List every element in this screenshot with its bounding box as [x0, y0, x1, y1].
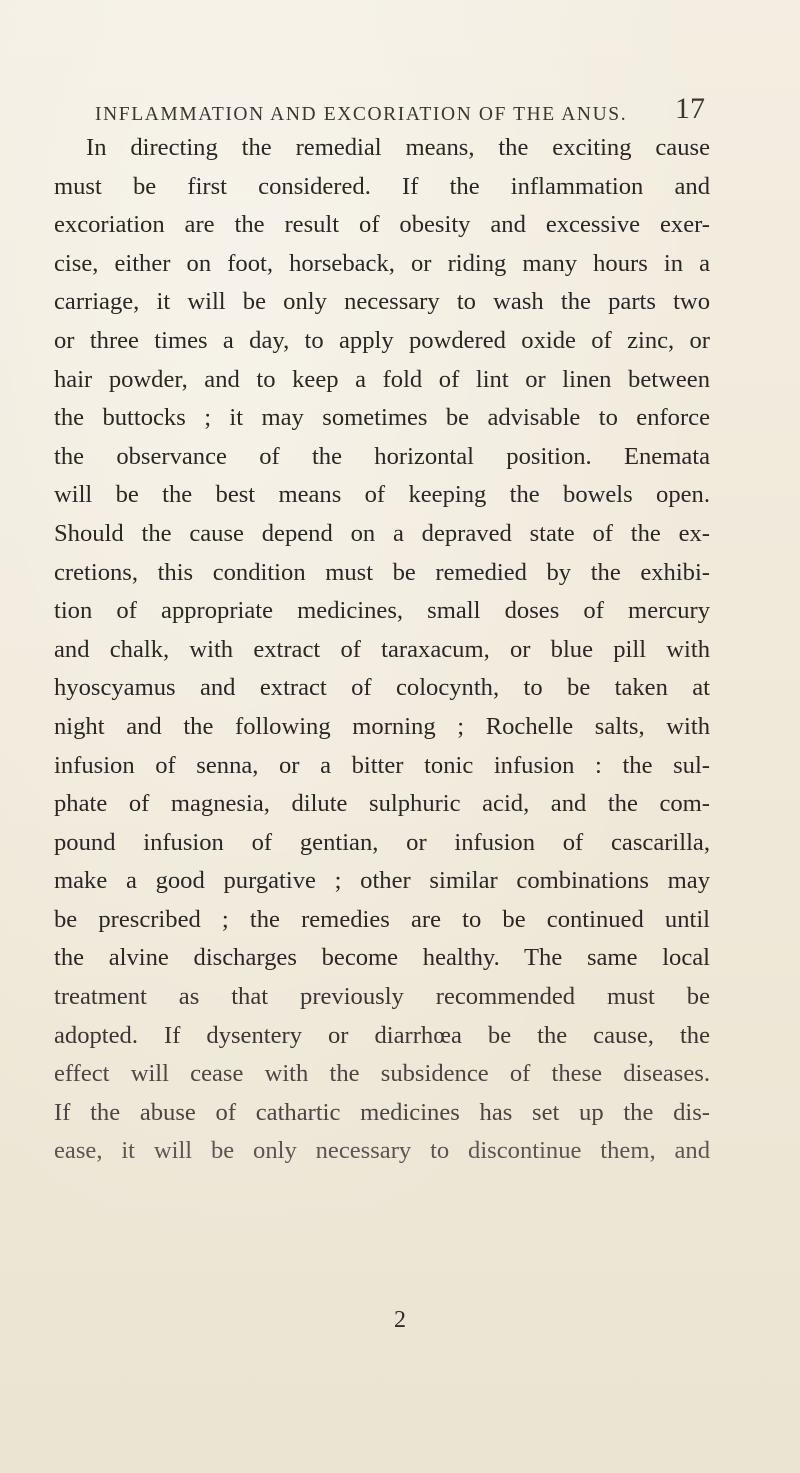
- text-line: be prescribed ; the remedies are to be continued until: [54, 905, 710, 933]
- text-line: Should the cause depend on a depraved state of the ex-: [54, 519, 710, 547]
- text-line: adopted. If dysentery or diarrhœa be the cause, the: [54, 1021, 710, 1049]
- text-line: ease, it will be only necessary to discontinue them, and: [54, 1137, 710, 1165]
- text-line: tion of appropriate medicines, small doses of mercury: [54, 597, 710, 625]
- text-line: cise, either on foot, horseback, or riding many hours in a: [54, 249, 710, 277]
- text-line: effect will cease with the subsidence of these diseases.: [54, 1060, 710, 1088]
- text-line: If the abuse of cathartic medicines has set up the dis-: [54, 1098, 710, 1126]
- text-line: the alvine discharges become healthy. The same local: [54, 944, 710, 972]
- running-head: INFLAMMATION AND EXCORIATION OF THE ANUS.: [95, 104, 628, 125]
- text-line: make a good purgative ; other similar combinations may: [54, 867, 710, 895]
- text-line: hyoscyamus and extract of colocynth, to be taken at: [54, 674, 710, 702]
- body-text: [54, 129, 710, 1171]
- text-line: phate of magnesia, dilute sulphuric acid, and the com-: [54, 790, 710, 818]
- signature-mark: 2: [394, 1307, 406, 1333]
- text-line: carriage, it will be only necessary to wash the parts two: [54, 288, 710, 316]
- page-number: 17: [675, 92, 705, 125]
- text-line: the observance of the horizontal position. Enemata: [54, 442, 710, 470]
- text-line: infusion of senna, or a bitter tonic infusion : the sul-: [54, 751, 710, 779]
- text-line: or three times a day, to apply powdered oxide of zinc, or: [54, 326, 710, 354]
- text-line: treatment as that previously recommended must be: [54, 983, 710, 1011]
- page-header: [95, 92, 705, 132]
- text-line: excoriation are the result of obesity and excessive exer-: [54, 211, 710, 239]
- text-line: pound infusion of gentian, or infusion of cascarilla,: [54, 828, 710, 856]
- text-line: night and the following morning ; Rochelle salts, with: [54, 712, 710, 740]
- text-line: hair powder, and to keep a fold of lint or linen between: [54, 365, 710, 393]
- text-line: cretions, this condition must be remedied by the exhibi-: [54, 558, 710, 586]
- text-line: will be the best means of keeping the bowels open.: [54, 481, 710, 509]
- text-line: the buttocks ; it may sometimes be advisable to enforce: [54, 404, 710, 432]
- text-line: must be first considered. If the inflammation and: [54, 172, 710, 200]
- text-line: and chalk, with extract of taraxacum, or blue pill with: [54, 635, 710, 663]
- text-line: In directing the remedial means, the exciting cause: [86, 134, 710, 161]
